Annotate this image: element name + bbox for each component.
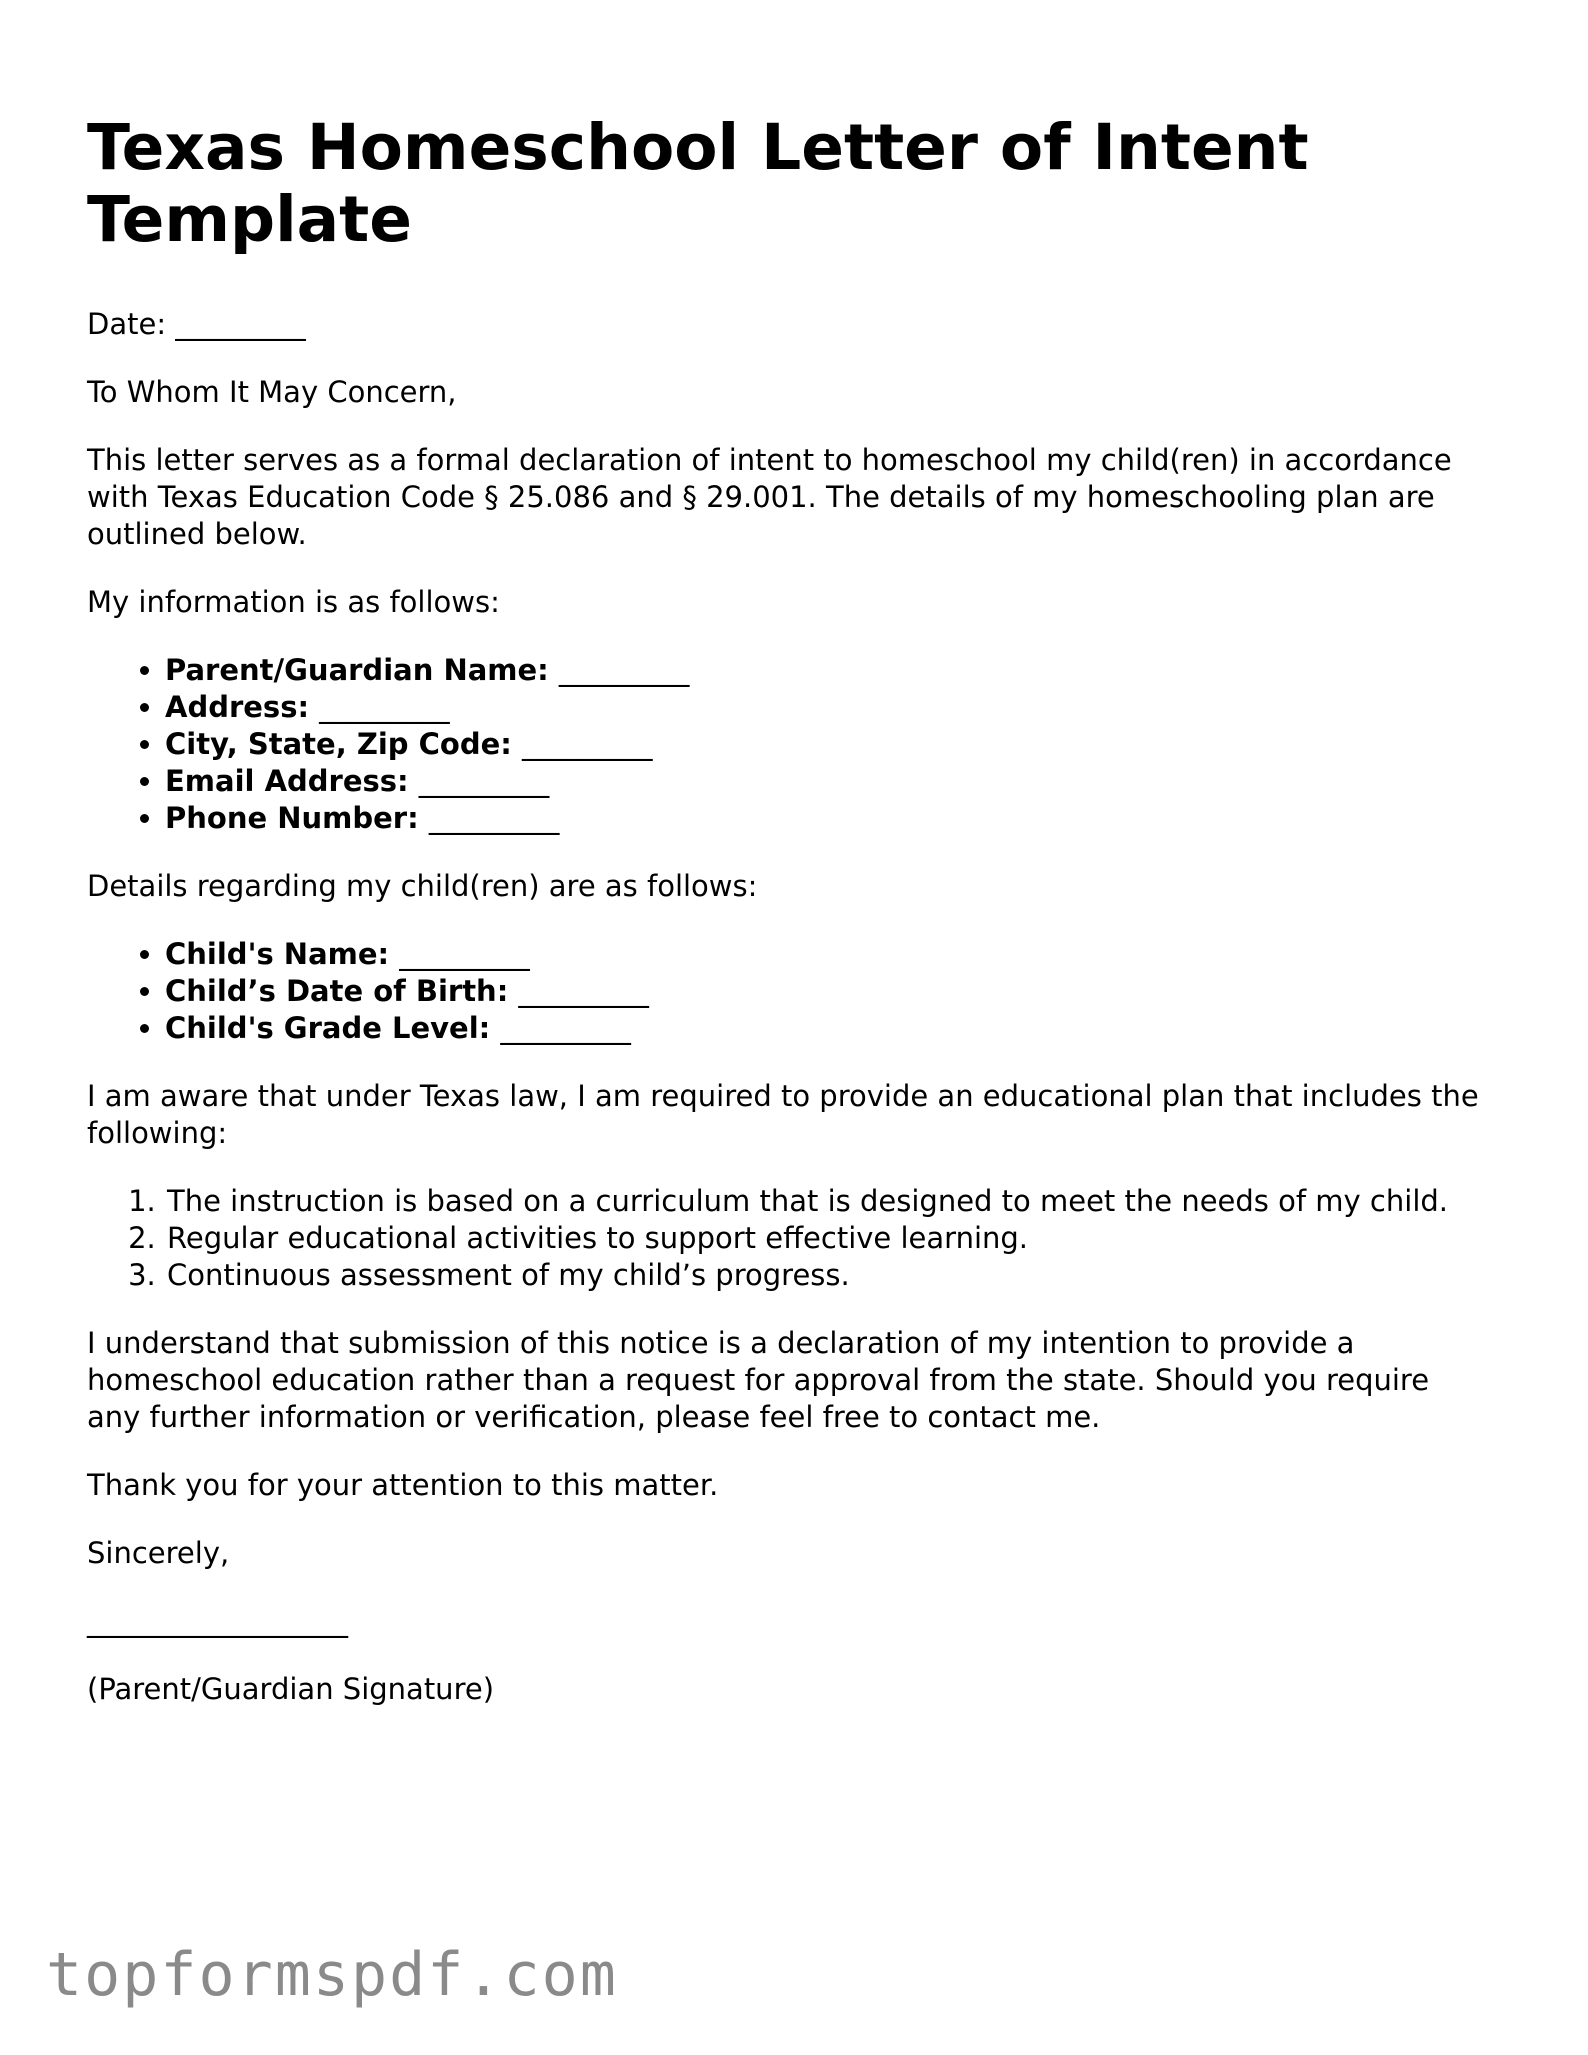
parent-field-email <box>165 763 1487 800</box>
child-field-dob <box>165 973 1487 1010</box>
parent-field-address <box>165 689 1487 726</box>
parent-info-heading: My information is as follows: <box>87 585 500 619</box>
field-label: Email Address: <box>165 764 409 798</box>
child-field-name <box>165 936 1487 973</box>
plan-item: 1. The instruction is based on a curriculum that is designed to meet the needs of my child. <box>165 1183 1487 1220</box>
field-label: Parent/Guardian Name: <box>165 653 549 687</box>
field-blank: _________ <box>518 974 649 1008</box>
field-blank: _________ <box>418 764 550 798</box>
parent-info-list <box>87 652 1487 837</box>
field-blank: _________ <box>399 937 530 971</box>
child-info-list <box>87 936 1487 1047</box>
parent-field-name <box>165 652 1487 689</box>
field-label: Phone Number: <box>165 801 419 835</box>
field-blank: _________ <box>500 1011 631 1045</box>
parent-field-phone <box>165 800 1487 837</box>
field-label: Child's Grade Level: <box>165 1011 491 1045</box>
signature-line: __________________ <box>87 1604 348 1638</box>
understanding-paragraph: I understand that submission of this notice is a declaration of my intention to provide a homeschool education rather than a request for approval from the state. Should you require any further information or verification, please feel free to contact me. <box>87 1326 1430 1434</box>
field-label: Address: <box>165 690 310 724</box>
field-blank: _________ <box>428 801 560 835</box>
plan-list <box>87 1183 1487 1294</box>
field-blank: _________ <box>319 690 450 724</box>
date-line: Date: _________ <box>87 307 306 341</box>
watermark: topformspdf.com <box>46 1940 618 2010</box>
intro-paragraph: This letter serves as a formal declaration of intent to homeschool my child(ren) in accordance with Texas Education Code § 25.086 and § 29.001. The details of my homeschooling plan are outlined below. <box>87 443 1452 551</box>
plan-heading: I am aware that under Texas law, I am required to provide an educational plan that includes the following: <box>87 1079 1479 1150</box>
document-title: Texas Homeschool Letter of Intent Template <box>87 111 1309 256</box>
parent-field-city-state-zip <box>165 726 1487 763</box>
signature-caption: (Parent/Guardian Signature) <box>87 1672 495 1706</box>
closing: Sincerely, <box>87 1536 230 1570</box>
field-label: City, State, Zip Code: <box>165 727 512 761</box>
field-blank: _________ <box>558 653 690 687</box>
child-field-grade <box>165 1010 1487 1047</box>
plan-item: 2. Regular educational activities to support effective learning. <box>165 1220 1487 1257</box>
child-info-heading: Details regarding my child(ren) are as follows: <box>87 869 758 903</box>
plan-item: 3. Continuous assessment of my child’s progress. <box>165 1257 1487 1294</box>
letter-document <box>87 112 1487 1739</box>
field-label: Child's Name: <box>165 937 390 971</box>
field-blank: _________ <box>521 727 653 761</box>
thanks-line: Thank you for your attention to this matter. <box>87 1468 719 1502</box>
field-label: Child’s Date of Birth: <box>165 974 509 1008</box>
salutation: To Whom It May Concern, <box>87 375 457 409</box>
